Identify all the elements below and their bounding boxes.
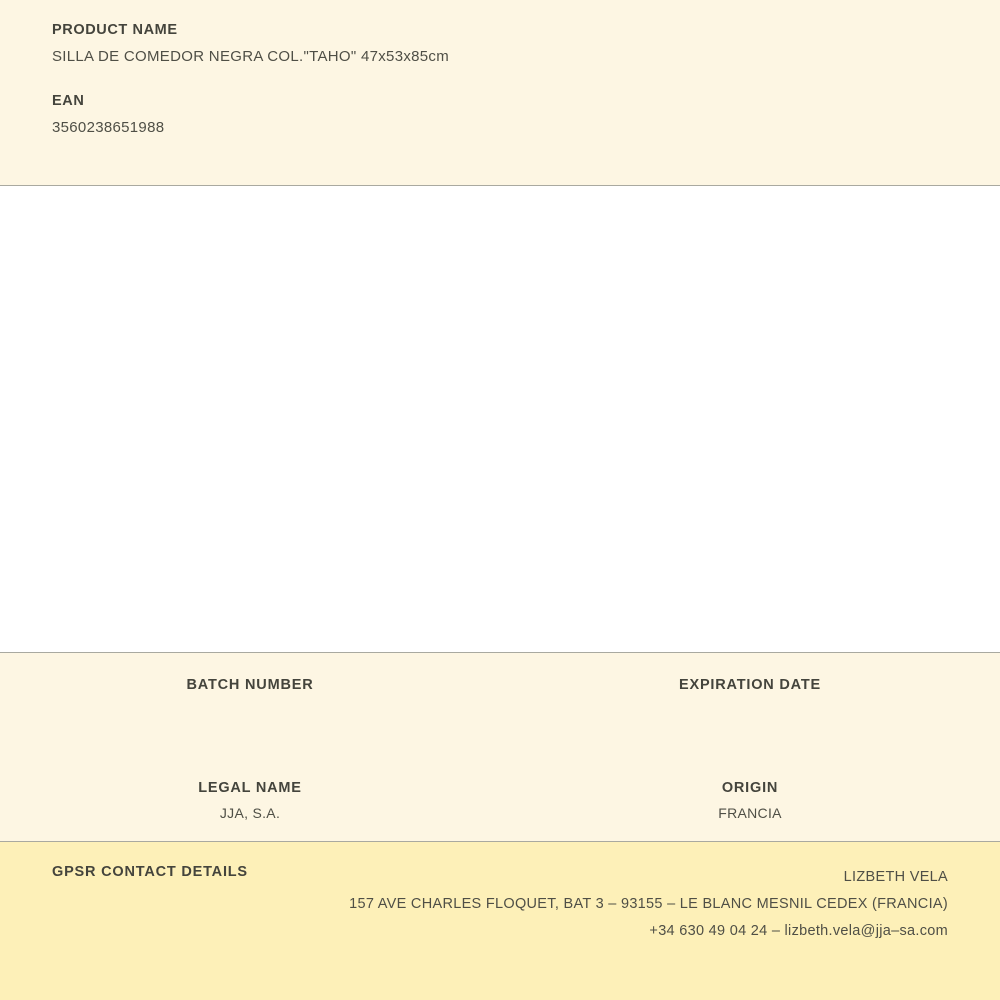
gpsr-contact-phone-email: +34 630 49 04 24 – lizbeth.vela@jja–sa.com [649, 922, 948, 939]
product-details-section [0, 653, 1000, 842]
batch-number-value [10, 702, 490, 718]
expiration-date-value [510, 702, 990, 718]
batch-number-label: BATCH NUMBER [186, 677, 314, 693]
ean-block [52, 93, 948, 136]
gpsr-contact-block [349, 864, 948, 944]
details-row-legal-origin [0, 780, 1000, 821]
gpsr-contact-address: 157 AVE CHARLES FLOQUET, BAT 3 – 93155 – LE BLANC MESNIL CEDEX (FRANCIA) [349, 895, 948, 912]
legal-name-label: LEGAL NAME [198, 780, 302, 796]
gpsr-footer-section [0, 842, 1000, 1000]
expiration-date-label: EXPIRATION DATE [679, 677, 821, 693]
product-name-label: PRODUCT NAME [52, 22, 178, 38]
batch-number-cell [0, 677, 500, 718]
gpsr-contact-name: LIZBETH VELA [843, 869, 948, 885]
product-image-placeholder [0, 186, 1000, 653]
expiration-date-cell [500, 677, 1000, 718]
origin-cell [500, 780, 1000, 821]
ean-value: 3560238651988 [52, 119, 165, 136]
legal-name-cell [0, 780, 500, 821]
ean-label: EAN [52, 93, 85, 109]
origin-value: FRANCIA [718, 805, 782, 821]
gpsr-contact-details-label: GPSR CONTACT DETAILS [52, 864, 248, 880]
product-header-section [0, 0, 1000, 186]
legal-name-value: JJA, S.A. [219, 805, 281, 821]
details-row-batch-expiration [0, 677, 1000, 718]
product-name-block [52, 22, 948, 65]
origin-label: ORIGIN [721, 780, 779, 796]
product-name-value: SILLA DE COMEDOR NEGRA COL."TAHO" 47x53x85cm [52, 48, 450, 65]
